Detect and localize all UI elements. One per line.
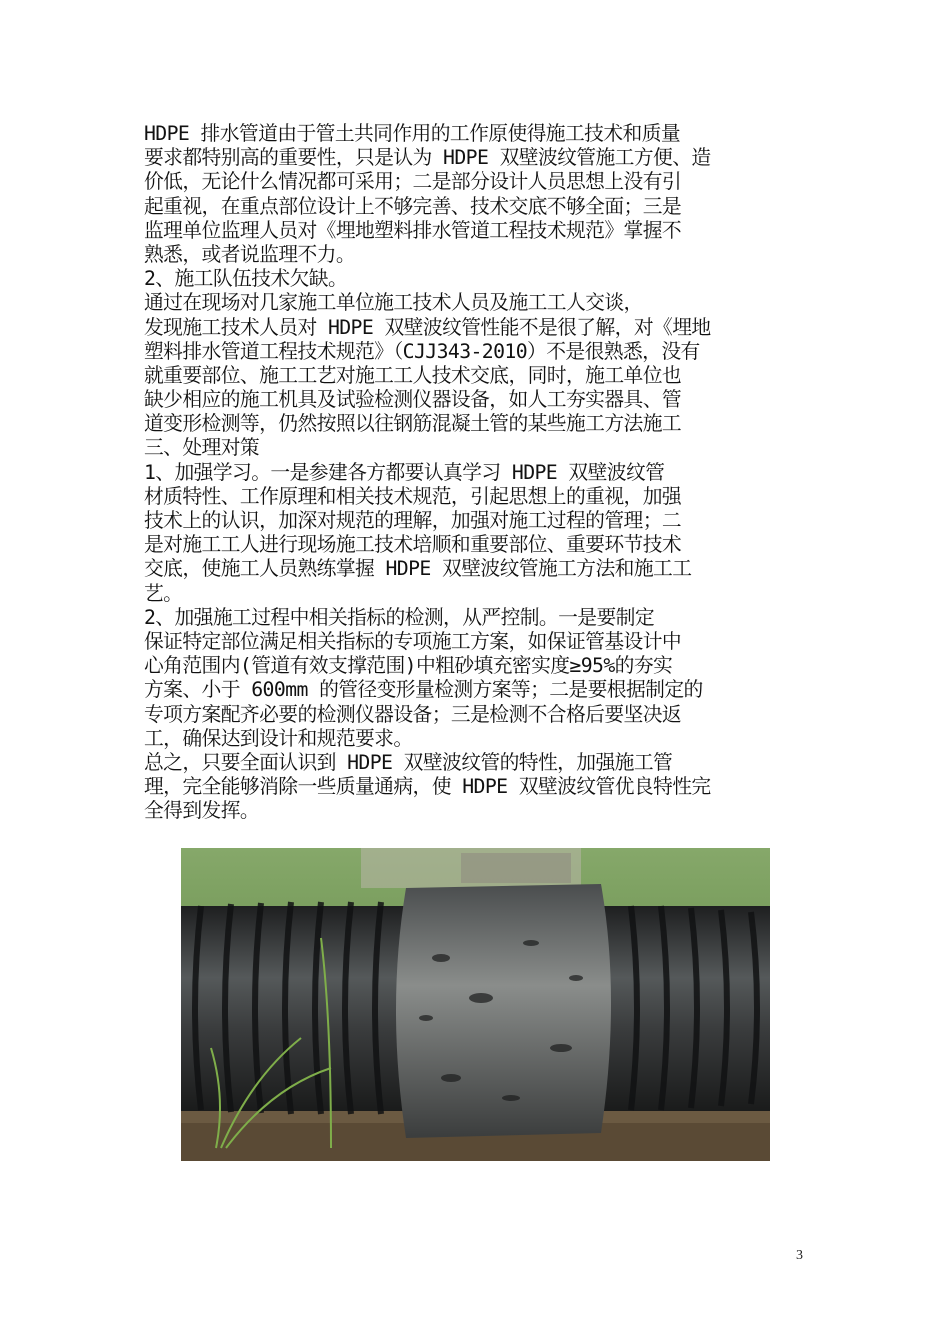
text-line: 塑料排水管道工程技术规范》（CJJ343-2010）不是很熟悉，没有 xyxy=(144,339,700,363)
text-line: 艺。 xyxy=(144,581,183,605)
section-subheading xyxy=(144,267,812,291)
text-line: 价低，无论什么情况都可采用；二是部分设计人员思想上没有引 xyxy=(144,170,682,194)
text-line: 总之，只要全面认识到 HDPE 双壁波纹管的特性，加强施工管 xyxy=(144,750,673,774)
text-line: 交底，使施工人员熟练掌握 HDPE 双壁波纹管施工方法和施工工 xyxy=(144,557,692,581)
text-line: 通过在现场对几家施工单位施工技术人员及施工工人交谈， xyxy=(144,291,643,315)
paragraph xyxy=(144,606,812,751)
page-number: 3 xyxy=(796,1248,803,1263)
text-line: 三、处理对策 xyxy=(144,436,260,460)
text-line: 方案、小于 600mm 的管径变形量检测方案等；二是要根据制定的 xyxy=(144,678,703,702)
pipe-photo xyxy=(181,848,770,1161)
text-line: 缺少相应的施工机具及试验检测仪器设备，如人工夯实器具、管 xyxy=(144,388,682,412)
paragraph xyxy=(144,461,812,606)
paragraph xyxy=(144,291,812,436)
text-line: 就重要部位、施工工艺对施工工人技术交底，同时，施工单位也 xyxy=(144,363,682,387)
text-line: 发现施工技术人员对 HDPE 双壁波纹管性能不是很了解，对《埋地 xyxy=(144,315,711,339)
text-line: 专项方案配齐必要的检测仪器设备；三是检测不合格后要坚决返 xyxy=(144,702,682,726)
text-line: 监理单位监理人员对《埋地塑料排水管道工程技术规范》掌握不 xyxy=(144,218,682,242)
text-line: 2、加强施工过程中相关指标的检测，从严控制。一是要制定 xyxy=(144,605,655,629)
text-line: 2、施工队伍技术欠缺。 xyxy=(144,267,348,291)
section-heading xyxy=(144,436,812,460)
text-line: 道变形检测等，仍然按照以往钢筋混凝土管的某些施工方法施工 xyxy=(144,412,682,436)
body-text xyxy=(144,122,812,823)
text-line: 要求都特别高的重要性，只是认为 HDPE 双壁波纹管施工方便、造 xyxy=(144,146,711,170)
text-line: 保证特定部位满足相关指标的专项施工方案，如保证管基设计中 xyxy=(144,629,682,653)
paragraph xyxy=(144,122,812,267)
text-line: 熟悉，或者说监理不力。 xyxy=(144,242,355,266)
paragraph xyxy=(144,751,812,824)
pipe-photo-illustration xyxy=(181,848,770,1161)
text-line: 全得到发挥。 xyxy=(144,799,260,823)
text-line: 材质特性、工作原理和相关技术规范，引起思想上的重视，加强 xyxy=(144,484,682,508)
text-line: 工，确保达到设计和规范要求。 xyxy=(144,726,413,750)
text-line: 起重视，在重点部位设计上不够完善、技术交底不够全面；三是 xyxy=(144,194,682,218)
text-line: 理，完全能够消除一些质量通病，使 HDPE 双壁波纹管优良特性完 xyxy=(144,775,711,799)
text-line: HDPE 排水管道由于管土共同作用的工作原使得施工技术和质量 xyxy=(144,122,681,145)
text-line: 是对施工工人进行现场施工技术培顺和重要部位、重要环节技术 xyxy=(144,533,682,557)
text-line: 1、加强学习。一是参建各方都要认真学习 HDPE 双壁波纹管 xyxy=(144,460,665,484)
text-line: 心角范围内(管道有效支撑范围)中粗砂填充密实度≥95%的夯实 xyxy=(144,654,673,678)
text-line: 技术上的认识，加深对规范的理解，加强对施工过程的管理；二 xyxy=(144,509,682,532)
